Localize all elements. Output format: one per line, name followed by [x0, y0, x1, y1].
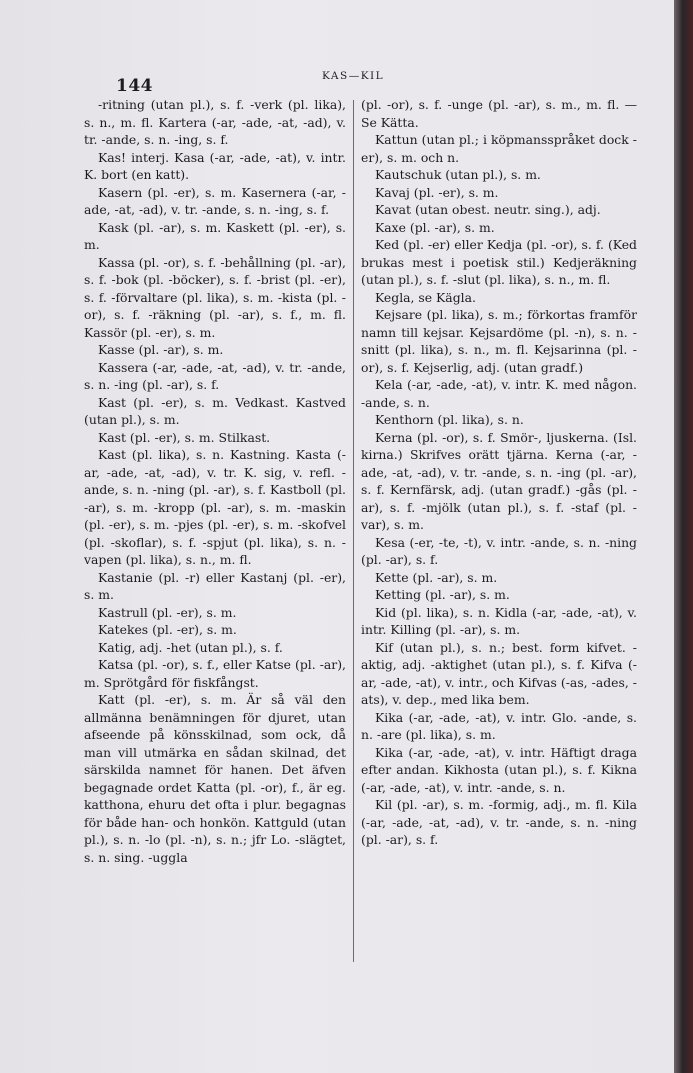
- dictionary-entry: Kastanie (pl. -r) eller Kastanj (pl. -er), s. m.: [84, 569, 346, 602]
- running-head: KAS—KIL: [322, 70, 385, 82]
- dictionary-entry: Kavaj (pl. -er), s. m.: [375, 184, 499, 200]
- dictionary-entry: Kassa (pl. -or), s. f. -behållning (pl. -ar), s. f. -bok (pl. -böcker), s. f. -brist (pl. -er), s. f. -förvaltare (pl. lika), s. m. -kista (pl. -or), s. f. -räkning (pl. -ar), s. f., m. fl. Kassör (pl. -er), s. m.: [84, 254, 346, 340]
- dictionary-entry: Kela (-ar, -ade, -at), v. intr. K. med någon. -ande, s. n.: [361, 377, 637, 410]
- dictionary-entry: Kattun (utan pl.; i köpmansspråket dock -er), s. m. och n.: [361, 132, 637, 165]
- dictionary-entry: Kejsare (pl. lika), s. m.; förkortas framför namn till kejsar. Kejsardöme (pl. -n), s. n. -snitt (pl. lika), s. n., m. fl. Kejsarinna (pl. -or), s. f. Kejserlig, adj. (utan gradf.): [361, 307, 637, 375]
- dictionary-entry: Kika (-ar, -ade, -at), v. intr. Glo. -ande, s. n. -are (pl. lika), s. m.: [361, 709, 637, 742]
- dictionary-entry: Kika (-ar, -ade, -at), v. intr. Häftigt draga efter andan. Kikhosta (utan pl.), s. f. Kikna (-ar, -ade, -at), v. intr. -ande, s. n.: [361, 744, 637, 795]
- dictionary-entry: Kif (utan pl.), s. n.; best. form kifvet. -aktig, adj. -aktighet (utan pl.), s. f. Kifva (-ar, -ade, -at), v. intr., och Kifvas (-as, -ades, -ats), v. dep., med lika bem.: [361, 639, 637, 707]
- dictionary-entry: Katekes (pl. -er), s. m.: [98, 622, 237, 637]
- dictionary-entry: (pl. -or), s. f. -unge (pl. -ar), s. m., m. fl. — Se Kätta.: [361, 97, 637, 130]
- column-divider: [353, 100, 354, 962]
- dictionary-entry: Kette (pl. -ar), s. m.: [375, 569, 498, 585]
- dictionary-entry: Kast (pl. lika), s. n. Kastning. Kasta (-ar, -ade, -at, -ad), v. tr. K. sig, v. refl. -ande, s. n. -ning (pl. -ar), s. f. Kastboll (pl. -ar), s. m. -kropp (pl. -ar), s. m. -maskin (pl. -er), s. m. -pjes (pl. -er), s. m. -skofvel (pl. -skoflar), s. f. -spjut (pl. lika), s. n. -vapen (pl. lika), s. n., m. fl.: [84, 447, 346, 567]
- dictionary-entry: Kegla, se Kägla.: [375, 289, 476, 305]
- dictionary-entry: Kesa (-er, -te, -t), v. intr. -ande, s. n. -ning (pl. -ar), s. f.: [361, 534, 637, 567]
- book-edge: [674, 0, 693, 1073]
- page-number: 144: [116, 76, 153, 96]
- dictionary-entry: Kerna (pl. -or), s. f. Smör-, ljuskerna. (Isl. kirna.) Skrifves orätt tjärna. Kerna (-ar, -ade, -at, -ad), v. tr. -ande, s. n. -ing (pl. -ar), s. f. Kernfärsk, adj. (utan gradf.) -gås (pl. -ar), s. f. -mjölk (utan pl.), s. f. -staf (pl. -var), s. m.: [361, 429, 637, 532]
- dictionary-entry: Kil (pl. -ar), s. m. -formig, adj., m. fl. Kila (-ar, -ade, -at, -ad), v. tr. -ande, s. n. -ning (pl. -ar), s. f.: [361, 797, 637, 847]
- dictionary-entry: Kasse (pl. -ar), s. m.: [98, 342, 224, 357]
- dictionary-entry: Ketting (pl. -ar), s. m.: [375, 587, 510, 602]
- dictionary-entry: Kautschuk (utan pl.), s. m.: [375, 167, 541, 182]
- dictionary-entry: Kask (pl. -ar), s. m. Kaskett (pl. -er), s. m.: [84, 219, 346, 252]
- dictionary-entry: Kas! interj. Kasa (-ar, -ade, -at), v. intr. K. bort (en katt).: [84, 149, 346, 182]
- dictionary-entry: Katig, adj. -het (utan pl.), s. f.: [98, 639, 283, 655]
- dictionary-entry: Katt (pl. -er), s. m. Är så väl den allmänna benämningen för djuret, utan afseende på könsskilnad, som ock, då man vill utmärka en sådan skilnad, det särskilda namnet för hanen. Det äfven begagnade ordet Katta (pl. -or), f., är eg. katthona, ehuru det ofta i plur. begagnas för både han- och honkön. Kattguld (utan pl.), s. n. -lo (pl. -n), s. n.; jfr Lo. -slägtet, s. n. sing. -uggla: [84, 692, 346, 865]
- dictionary-entry: Katsa (pl. -or), s. f., eller Katse (pl. -ar), m. Sprötgård för fiskfångst.: [84, 657, 346, 690]
- dictionary-entry: -ritning (utan pl.), s. f. -verk (pl. lika), s. n., m. fl. Kartera (-ar, -ade, -at, -ad), v. tr. -ande, s. n. -ing, s. f.: [84, 97, 346, 147]
- dictionary-entry: Kast (pl. -er), s. m. Stilkast.: [98, 429, 271, 445]
- dictionary-entry: Kassera (-ar, -ade, -at, -ad), v. tr. -ande, s. n. -ing (pl. -ar), s. f.: [84, 359, 346, 392]
- left-column: [84, 96, 346, 966]
- right-column: [361, 96, 637, 966]
- dictionary-entry: Kenthorn (pl. lika), s. n.: [375, 412, 524, 427]
- dictionary-entry: Kastrull (pl. -er), s. m.: [98, 604, 237, 620]
- dictionary-entry: Ked (pl. -er) eller Kedja (pl. -or), s. f. (Ked brukas mest i poetisk stil.) Kedjeräkning (utan pl.), s. f. -slut (pl. lika), s. n., m. fl.: [361, 237, 637, 287]
- dictionary-entry: Kasern (pl. -er), s. m. Kasernera (-ar, -ade, -at, -ad), v. tr. -ande, s. n. -ing, s. f.: [84, 184, 346, 217]
- dictionary-entry: Kaxe (pl. -ar), s. m.: [375, 219, 495, 235]
- dictionary-entry: Kid (pl. lika), s. n. Kidla (-ar, -ade, -at), v. intr. Killing (pl. -ar), s. m.: [361, 604, 637, 637]
- dictionary-entry: Kavat (utan obest. neutr. sing.), adj.: [375, 202, 601, 217]
- dictionary-entry: Kast (pl. -er), s. m. Vedkast. Kastved (utan pl.), s. m.: [84, 394, 346, 427]
